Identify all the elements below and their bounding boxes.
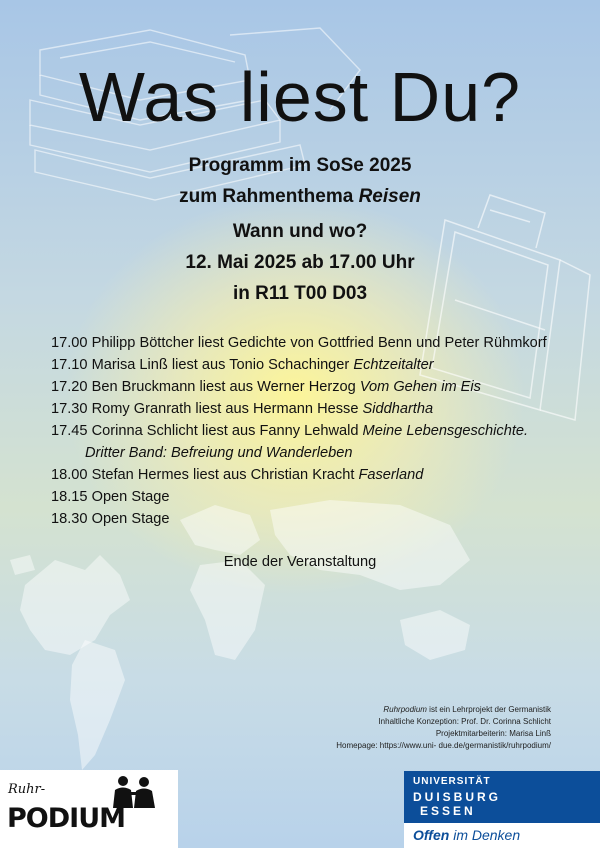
poster-title: Was liest Du? <box>78 58 522 136</box>
program-item <box>51 332 556 354</box>
program-text: Open Stage <box>91 489 170 505</box>
program-text: Open Stage <box>91 511 170 527</box>
theme-line <box>0 186 600 208</box>
ude-university: UNIVERSITÄT <box>413 776 491 787</box>
credits-text: ist ein Lehrprojekt der Germanistik <box>426 705 551 714</box>
credits-block <box>336 704 551 752</box>
program-work: Vom Gehen im Eis <box>359 379 481 395</box>
end-note: Ende der Veranstaltung <box>223 554 377 570</box>
logo-script: Ruhr- <box>8 782 46 797</box>
program-text: Philipp Böttcher liest Gedichte von Gottfried Benn und Peter Rühmkorf <box>91 335 547 351</box>
program-text: Romy Granrath liest aus Hermann Hesse <box>91 401 363 417</box>
event-room: in R11 T00 D03 <box>232 283 368 304</box>
program-work: Faserland <box>358 467 424 483</box>
program-time: 18.30 <box>51 511 88 527</box>
program-text: Corinna Schlicht liest aus Fanny Lehwald <box>91 423 363 439</box>
homepage-link[interactable]: Homepage: https://www.uni- due.de/germanistik/ruhrpodium/ <box>336 741 551 750</box>
program-item <box>51 464 556 486</box>
theme-name: Reisen <box>358 186 421 207</box>
program-list <box>51 332 556 530</box>
ude-tagline-strong: Offen <box>413 827 450 843</box>
ruhrpodium-logo <box>0 770 178 848</box>
ude-logo-band <box>404 771 600 823</box>
program-time: 17.10 <box>51 357 88 373</box>
program-item <box>51 486 556 508</box>
program-item <box>51 354 556 376</box>
program-time: 17.45 <box>51 423 88 439</box>
program-item <box>51 376 556 398</box>
ude-tagline-text <box>413 827 520 843</box>
logo-word: PODIUM <box>7 803 125 834</box>
credits-line: Inhaltliche Konzeption: Prof. Dr. Corinna Schlicht <box>378 717 551 726</box>
ude-duisburg: DUISBURG <box>413 790 502 804</box>
program-time: 17.30 <box>51 401 88 417</box>
program-heading: Programm im SoSe 2025 <box>188 155 412 176</box>
program-item <box>51 398 556 420</box>
ude-tagline <box>404 823 600 848</box>
project-name: Ruhrpodium <box>383 705 427 714</box>
ude-essen: ESSEN <box>420 804 476 818</box>
program-time: 18.00 <box>51 467 88 483</box>
program-work: Meine Lebensgeschichte. Dritter Band: Befreiung und Wanderleben <box>85 423 529 461</box>
program-work: Siddhartha <box>362 401 434 417</box>
when-where-heading: Wann und wo? <box>232 221 368 242</box>
program-item <box>51 508 556 530</box>
program-time: 18.15 <box>51 489 88 505</box>
ude-logo <box>404 771 600 848</box>
event-date: 12. Mai 2025 ab 17.00 Uhr <box>185 252 415 273</box>
credits-line: Projektmitarbeiterin: Marisa Linß <box>435 729 551 738</box>
theme-prefix: zum Rahmenthema <box>179 186 359 207</box>
program-time: 17.00 <box>51 335 88 351</box>
program-time: 17.20 <box>51 379 88 395</box>
credits-line <box>336 704 551 716</box>
ude-tagline-rest: im Denken <box>449 827 521 843</box>
program-work: Echtzeitalter <box>353 357 434 373</box>
program-text: Stefan Hermes liest aus Christian Kracht <box>91 467 359 483</box>
program-item <box>51 420 556 464</box>
program-text: Marisa Linß liest aus Tonio Schachinger <box>91 357 354 373</box>
program-text: Ben Bruckmann liest aus Werner Herzog <box>91 379 360 395</box>
